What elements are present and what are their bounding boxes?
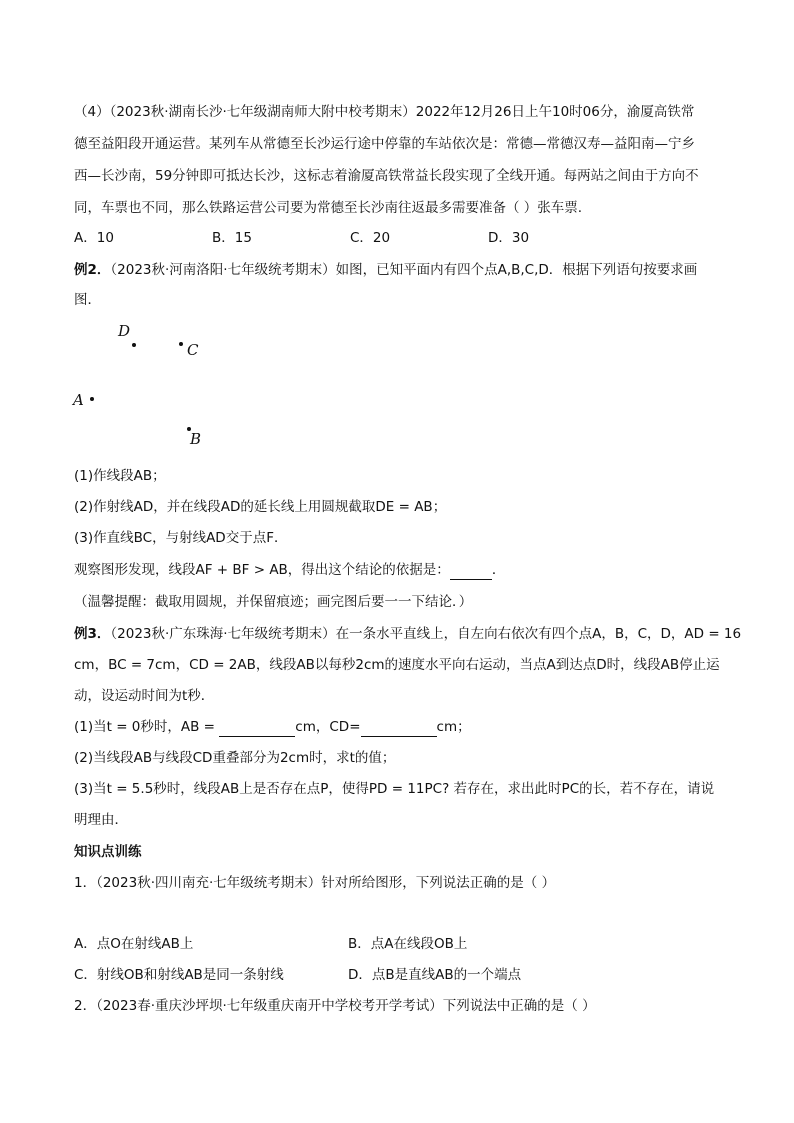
ex2-step-2: (2)作射线AD，并在线段AD的延长线上用圆规截取DE = AB； [74,499,447,515]
q4-line-1: （4）（2023秋·湖南长沙·七年级湖南师大附中校考期末）2022年12月26日上午10时06分，渝厦高铁常 [74,104,695,120]
training-q1: 1．（2023秋·四川南充·七年级统考期末）针对所给图形，下列说法正确的是（ ） [74,875,556,891]
training-heading: 知识点训练 [74,844,142,860]
ex2-label: 例2． [74,262,111,278]
ex2-reminder: （温馨提醒：截取用圆规，并保留痕迹；画完图后要一一下结论．） [74,594,473,610]
ex3-step-1-text: (1)当t = 0秒时，AB = [74,719,220,735]
q4-line-3: 西—长沙南，59分钟即可抵达长沙，这标志着渝厦高铁常益长段实现了全线开通。每两站之间由于方向不 [74,168,699,184]
point-c-label: C [187,341,199,359]
ex3-step-3: (3)当t = 5.5秒时，线段AB上是否存在点P，使得PD = 11PC? 若存在，求出此时PC的长，若不存在，请说 [74,781,715,797]
q4-option-d: D．30 [488,230,530,246]
q4-line-4: 同，车票也不同，那么铁路运营公司要为常德至长沙南往返最多需要准备（ ）张车票. [74,200,583,216]
training-q1-option-b: B．点A在线段OB上 [348,936,468,952]
point-a-label: A [73,391,84,409]
point-a [90,397,94,401]
ex3-step-1 [74,717,734,737]
ex2-step-1: (1)作线段AB； [74,468,166,484]
point-b-label: B [190,430,202,448]
ex3-cd-blank [361,720,437,737]
training-q1-option-c: C．射线OB和射线AB是同一条射线 [74,967,284,983]
ex3-line-2: cm，BC = 7cm，CD = 2AB，线段AB以每秒2cm的速度水平向右运动，当点A到达点D时，线段AB停止运 [74,657,720,673]
ex3-line-1 [74,624,742,644]
ex3-text-1: （2023秋·广东珠海·七年级统考期末）在一条水平直线上，自左向右依次有四个点A，B，C，D，AD = 16 [110,626,742,642]
q4-option-c: C．20 [350,230,391,246]
ex3-step-1-mid: cm，CD= [295,719,361,735]
ex2-conclusion-text: 观察图形发现，线段AF + BF > AB，得出这个结论的依据是： [74,562,450,578]
ex2-line-1 [74,260,734,280]
q4-line-2: 德至益阳段开通运营。某列车从常德至长沙运行途中停靠的车站依次是：常德—常德汉寿—益阳南—宁乡 [74,136,695,152]
training-q1-option-d: D．点B是直线AB的一个端点 [348,967,522,983]
training-q2: 2．（2023春·重庆沙坪坝·七年级重庆南开中学校考开学考试）下列说法中正确的是（ ） [74,998,596,1014]
ex2-conclusion [74,560,734,580]
q4-option-a: A．10 [74,230,114,246]
point-d-label: D [118,322,131,340]
ex2-line-2: 图． [74,292,101,308]
training-q1-option-a: A．点O在射线AB上 [74,936,194,952]
ex2-text-1: （2023秋·河南洛阳·七年级统考期末）如图，已知平面内有四个点A,B,C,D．根据下列语句按要求画 [110,262,698,278]
ex3-step-1-end: cm； [436,719,471,735]
ex2-answer-blank [450,563,492,580]
point-c [179,342,183,346]
ex2-conclusion-end: ． [491,562,506,578]
ex2-step-3: (3)作直线BC，与射线AD交于点F． [74,530,288,546]
ex3-line-3: 动，设运动时间为t秒． [74,688,215,704]
ex3-ab-blank [219,720,295,737]
ex3-label: 例3． [74,626,111,642]
q4-option-b: B．15 [212,230,252,246]
ex3-step-3-cont: 明理由． [74,812,128,828]
ex3-step-2: (2)当线段AB与线段CD重叠部分为2cm时，求t的值； [74,750,396,766]
point-d [132,343,136,347]
